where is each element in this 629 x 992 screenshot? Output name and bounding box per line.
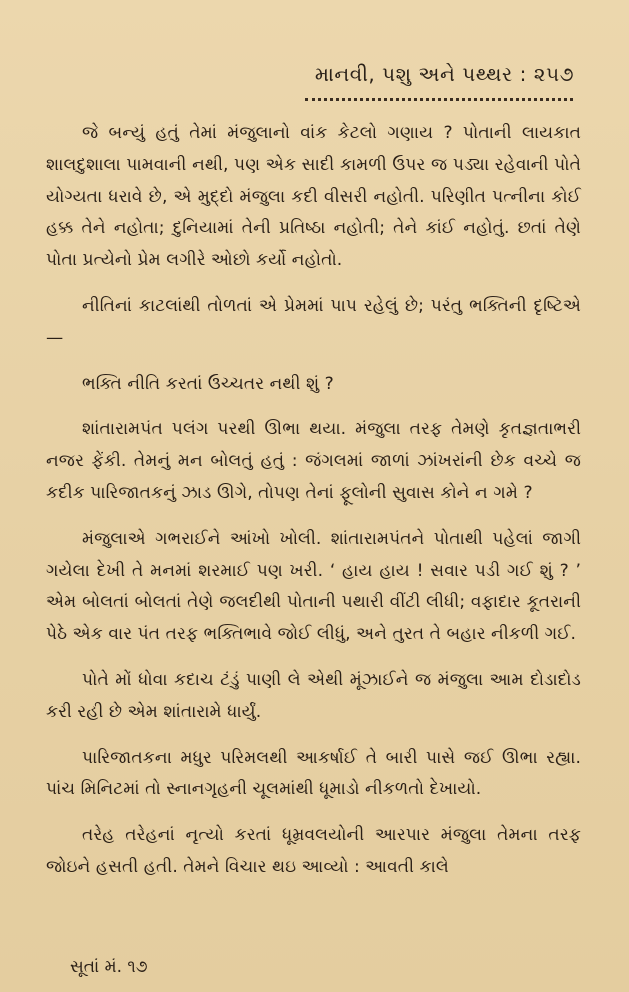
paragraph-1: જે બન્યું હતું તેમાં મંજુલાનો વાંક કેટલો ગણાય ? પોતાની લાયકાત શાલદુશાલા પામવાની નથી, પણ એક સાદી કામળી ઉપર જ પડ્યા રહેવાની પોતે યોગ્યતા ધરાવે છે, એ મુદ્દો મંજુલા કદી વીસરી નહોતી. પરિણીત પત્નીના કોઈ હક્ક તેને નહોતા; દુનિયામાં તેની પ્રતિષ્ઠા નહોતી; તેને કાંઈ નહોતું. છતાં તેણે પોતા પ્રત્યેનો પ્રેમ લગીરે ઓછો કર્યો નહોતો. <box>46 123 581 271</box>
paragraph-5: મંજુલાએ ગભરાઈને આંખો ખોલી. શાંતારામપંતને પોતાથી પહેલાં જાગી ગયેલા દેખી તે મનમાં શરમાઈ પણ ખરી. ‘ હાય હાય ! સવાર પડી ગઈ શું ? ’ એમ બોલતાં બોલતાં તેણે જલદીથી પોતાની પથારી વીંટી લીધી; વફાદાર કૂતરાની પેઠે એક વાર પંત તરફ ભક્તિભાવે જોઈ લીધું, અને તુરત તે બહાર નીકળી ગઈ. <box>46 528 581 645</box>
paragraph-4: શાંતારામપંત પલંગ પરથી ઊભા થયા. મંજુલા તરફ તેમણે કૃતજ્ઞતાભરી નજર ફેંકી. તેમનું મન બોલતું હતું : જંગલમાં જાળાં ઝાંખરાંની છેક વચ્ચે જ કદીક પારિજાતકનું ઝાડ ઊગે, તોપણ તેનાં ફૂલોની સુવાસ કોને ન ગમે ? <box>46 419 581 503</box>
paragraph-3: ભક્તિ નીતિ કરતાં ઉચ્ચતર નથી શું ? <box>82 373 334 394</box>
paragraph-7: પારિજાતકના મધુર પરિમલથી આકર્ષાઈ તે બારી પાસે જઈ ઊભા રહ્યા. પાંચ મિનિટમાં તો સ્નાનગૃહની ચૂલમાંથી ધૂમાડો નીકળતો દેખાયો. <box>46 747 581 800</box>
paragraph-8: તરેહ તરેહનાં નૃત્યો કરતાં ધૂમ્રવલયોની આરપાર મંજુલા તેમના તરફ જોઇને હસતી હતી. તેમને વિચાર થઇ આવ્યો : આવતી કાલે <box>46 825 581 877</box>
body-text <box>46 118 581 896</box>
running-header: માનવી, પશુ અને પથ્થર : ૨૫૭ <box>314 62 574 86</box>
signature-mark: સૂતાં મં. ૧૭ <box>70 957 148 977</box>
header-dotted-rule <box>305 98 573 101</box>
paragraph-2: નીતિનાં કાટલાંથી તોળતાં એ પ્રેમમાં પાપ રહેલું છે; પરંતુ ભક્તિની દૃષ્ટિએ— <box>46 295 581 348</box>
paragraph-6: પોતે મોં ધોવા કદાચ ટંડું પાણી લે એથી મૂંઝાઈને જ મંજુલા આમ દોડાદોડ કરી રહી છે એમ શાંતારામે ધાર્યું. <box>46 669 581 722</box>
